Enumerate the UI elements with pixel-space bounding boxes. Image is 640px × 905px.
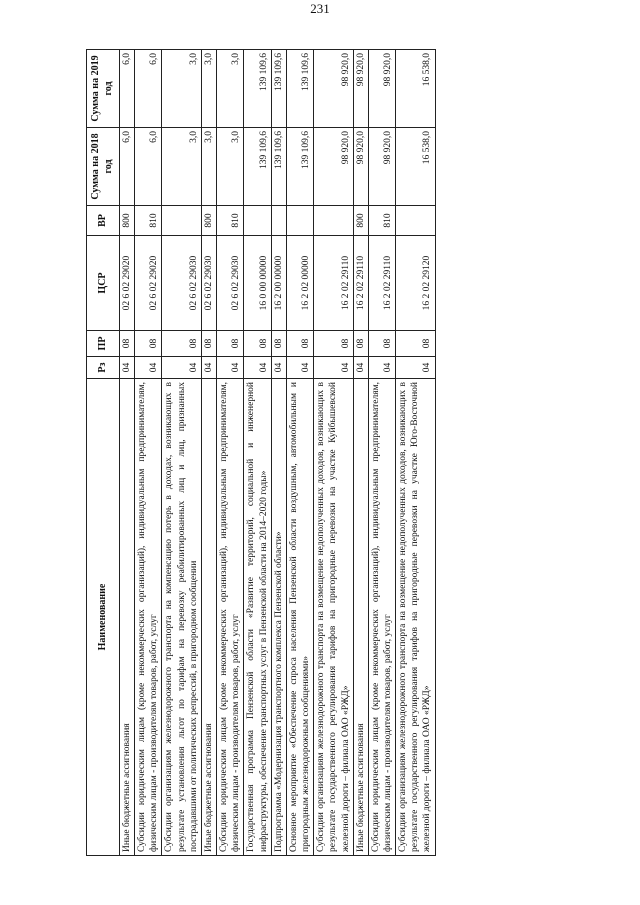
cell-csr: 16 0 00 00000	[244, 236, 271, 331]
cell-rz: 04	[120, 357, 135, 379]
cell-sum-2018: 98 920,0	[314, 128, 353, 206]
cell-sum-2018: 98 920,0	[353, 128, 368, 206]
cell-sum-2019: 16 538,0	[396, 50, 435, 128]
cell-csr: 02 6 02 29030	[217, 236, 244, 331]
cell-sum-2018: 6,0	[120, 128, 135, 206]
cell-csr: 02 6 02 29020	[135, 236, 162, 331]
cell-name: Субсидии юридическим лицам (кроме некоммерческих организаций), индивидуальным предпринимателям, физическим лицам - производителям товаров, работ, услуг	[217, 379, 244, 856]
cell-vr	[271, 206, 286, 236]
table-header-row	[87, 50, 120, 856]
table-row	[135, 50, 162, 856]
cell-name: Государственная программа Пензенской области «Развитие территорий, социальной и инженерной инфраструктуры, обеспечение транспортных услуг в Пензенской области на 2014–2020 годы»	[244, 379, 271, 856]
cell-sum-2019: 3,0	[162, 50, 201, 128]
cell-vr: 810	[217, 206, 244, 236]
cell-sum-2018: 139 109,6	[244, 128, 271, 206]
header-csr: ЦСР	[87, 236, 120, 331]
table-row	[217, 50, 244, 856]
header-rz: Рз	[87, 357, 120, 379]
cell-rz: 04	[201, 357, 216, 379]
table-row	[244, 50, 271, 856]
cell-pr: 08	[314, 331, 353, 357]
cell-csr: 16 2 02 29110	[368, 236, 395, 331]
cell-csr: 16 2 02 29110	[353, 236, 368, 331]
cell-sum-2018: 139 109,6	[271, 128, 286, 206]
cell-vr: 800	[201, 206, 216, 236]
cell-name: Субсидии организациям железнодорожного транспорта на компенсацию потерь в доходах, возникающих в результате установления льгот по тарифам на перевозку реабилитированных лиц и лиц, признанных пострадавшими от политических репрессий, в пригородном сообщении	[162, 379, 201, 856]
cell-csr: 16 2 02 29120	[396, 236, 435, 331]
cell-rz: 04	[396, 357, 435, 379]
table-row	[271, 50, 286, 856]
table-row	[120, 50, 135, 856]
cell-csr: 02 6 02 29030	[162, 236, 201, 331]
cell-name: Субсидии организациям железнодорожного транспорта на возмещение недополученных доходов, возникающих в результате государственного регулирования тарифов на пригородные перевозки на участке Куйбышевской железной дороги – филиала ОАО «РЖД»	[314, 379, 353, 856]
cell-sum-2019: 139 109,6	[271, 50, 286, 128]
cell-sum-2018: 3,0	[201, 128, 216, 206]
table-row	[314, 50, 353, 856]
cell-sum-2018: 3,0	[217, 128, 244, 206]
cell-vr: 810	[135, 206, 162, 236]
page-number: 231	[310, 1, 330, 16]
cell-pr: 08	[201, 331, 216, 357]
cell-name: Подпрограмма «Модернизация транспортного комплекса Пензенской области»	[271, 379, 286, 856]
cell-rz: 04	[271, 357, 286, 379]
cell-name: Субсидии юридическим лицам (кроме некоммерческих организаций), индивидуальным предпринимателям, физическим лицам - производителям товаров, работ, услуг	[368, 379, 395, 856]
table-row	[162, 50, 201, 856]
cell-vr	[162, 206, 201, 236]
cell-vr: 800	[353, 206, 368, 236]
cell-pr: 08	[271, 331, 286, 357]
cell-sum-2019: 3,0	[201, 50, 216, 128]
cell-rz: 04	[244, 357, 271, 379]
cell-vr	[286, 206, 313, 236]
cell-sum-2019: 98 920,0	[368, 50, 395, 128]
cell-sum-2018: 16 538,0	[396, 128, 435, 206]
cell-csr: 02 6 02 29030	[201, 236, 216, 331]
rotated-table-container	[86, 50, 606, 856]
cell-sum-2019: 98 920,0	[314, 50, 353, 128]
cell-rz: 04	[162, 357, 201, 379]
table-row	[353, 50, 368, 856]
cell-pr: 08	[353, 331, 368, 357]
cell-sum-2019: 6,0	[135, 50, 162, 128]
table-row	[201, 50, 216, 856]
cell-vr	[244, 206, 271, 236]
cell-vr	[396, 206, 435, 236]
cell-sum-2019: 98 920,0	[353, 50, 368, 128]
cell-sum-2018: 6,0	[135, 128, 162, 206]
cell-name: Субсидии организациям железнодорожного транспорта на возмещение недополученных доходов, возникающих в результате государственного регулирования тарифов на пригородные перевозки на участке Юго-Восточной железной дороги – филиала ОАО «РЖД»	[396, 379, 435, 856]
cell-rz: 04	[217, 357, 244, 379]
cell-name: Иные бюджетные ассигнования	[120, 379, 135, 856]
table-body	[120, 50, 436, 856]
cell-vr	[314, 206, 353, 236]
budget-table	[86, 49, 436, 856]
cell-pr: 08	[217, 331, 244, 357]
cell-rz: 04	[314, 357, 353, 379]
cell-pr: 08	[244, 331, 271, 357]
header-sum-2019: Сумма на 2019 год	[87, 50, 120, 128]
cell-sum-2019: 3,0	[217, 50, 244, 128]
cell-sum-2019: 139 109,6	[244, 50, 271, 128]
cell-rz: 04	[135, 357, 162, 379]
cell-sum-2019: 6,0	[120, 50, 135, 128]
cell-name: Основное мероприятие «Обеспечение спроса населения Пензенской области воздушным, автомобильным и пригородным железнодорожным сообщениями»	[286, 379, 313, 856]
table-row	[396, 50, 435, 856]
cell-pr: 08	[135, 331, 162, 357]
cell-name: Иные бюджетные ассигнования	[201, 379, 216, 856]
header-pr: ПР	[87, 331, 120, 357]
cell-name: Иные бюджетные ассигнования	[353, 379, 368, 856]
cell-rz: 04	[353, 357, 368, 379]
cell-rz: 04	[286, 357, 313, 379]
cell-csr: 16 2 02 00000	[286, 236, 313, 331]
cell-pr: 08	[120, 331, 135, 357]
cell-vr: 800	[120, 206, 135, 236]
cell-pr: 08	[396, 331, 435, 357]
header-name: Наименование	[87, 379, 120, 856]
cell-pr: 08	[162, 331, 201, 357]
cell-pr: 08	[368, 331, 395, 357]
cell-sum-2018: 98 920,0	[368, 128, 395, 206]
cell-name: Субсидии юридическим лицам (кроме некоммерческих организаций), индивидуальным предпринимателям, физическим лицам - производителям товаров, работ, услуг	[135, 379, 162, 856]
table-row	[286, 50, 313, 856]
cell-sum-2018: 3,0	[162, 128, 201, 206]
header-sum-2018: Сумма на 2018 год	[87, 128, 120, 206]
cell-csr: 16 2 02 29110	[314, 236, 353, 331]
cell-vr: 810	[368, 206, 395, 236]
cell-pr: 08	[286, 331, 313, 357]
cell-csr: 16 2 00 00000	[271, 236, 286, 331]
cell-rz: 04	[368, 357, 395, 379]
cell-sum-2018: 139 109,6	[286, 128, 313, 206]
cell-sum-2019: 139 109,6	[286, 50, 313, 128]
cell-csr: 02 6 02 29020	[120, 236, 135, 331]
table-row	[368, 50, 395, 856]
header-vr: ВР	[87, 206, 120, 236]
